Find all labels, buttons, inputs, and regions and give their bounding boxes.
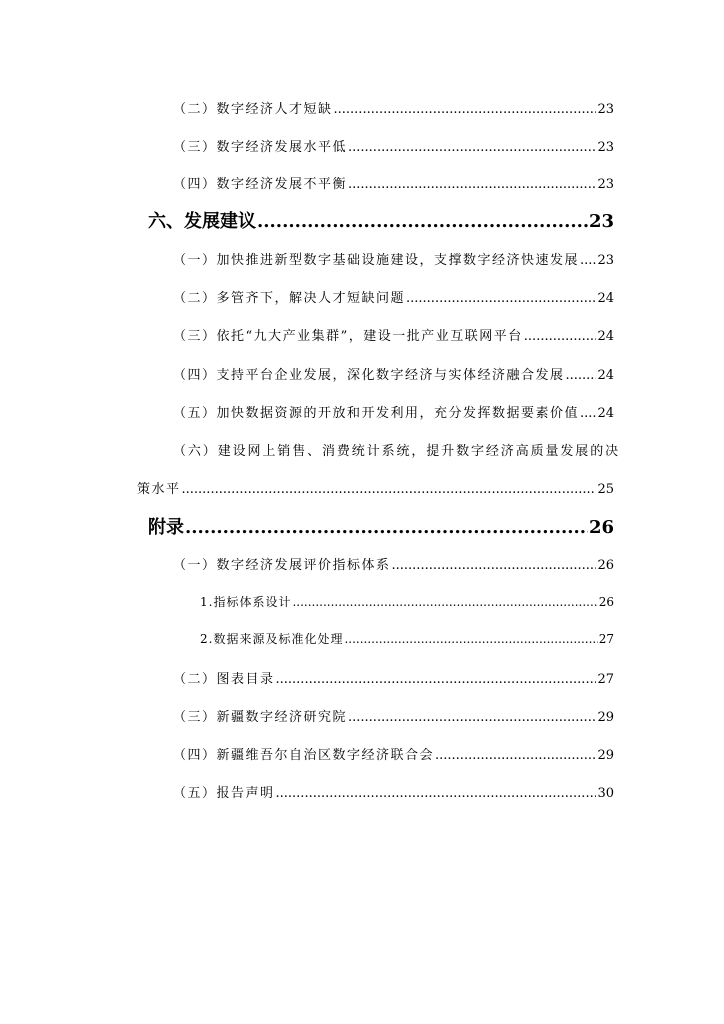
toc-entry[interactable] [173, 98, 614, 117]
toc-entry-title: （三）数字经济发展水平低 [173, 140, 348, 155]
toc-entry[interactable] [173, 173, 614, 192]
toc-entry[interactable] [173, 402, 614, 421]
toc-entry-page: 23 [597, 102, 614, 117]
toc-entry-title: （二）多管齐下，解决人才短缺问题 [173, 291, 406, 306]
toc-entry-title: （五）报告声明 [173, 786, 275, 801]
toc-entry-line1[interactable]: （六）建设网上销售、消费统计系统，提升数字经济高质量发展的决 [173, 444, 621, 459]
toc-leader-dots [435, 748, 596, 763]
toc-entry-title: （二）数字经济人才短缺 [173, 102, 333, 117]
toc-subentry-page: 27 [598, 632, 614, 646]
toc-subentry-title: 2.数据来源及标准化处理 [200, 632, 344, 646]
toc-entry[interactable] [173, 782, 614, 801]
toc-entry[interactable] [173, 249, 614, 268]
toc-entry[interactable] [173, 287, 614, 306]
toc-subentry[interactable] [200, 630, 614, 647]
toc-entry[interactable] [173, 325, 614, 344]
toc-chapter-title: 附录 [148, 517, 184, 538]
toc-entry[interactable] [173, 668, 614, 687]
toc-entry-title: （四）数字经济发展不平衡 [173, 177, 348, 192]
toc-chapter-title: 六、发展建议 [148, 211, 256, 232]
toc-leader-dots [257, 211, 588, 232]
toc-entry-title: （三）依托“九大产业集群”，建设一批产业互联网平台 [173, 329, 523, 344]
toc-entry-title: 策水平 [137, 482, 181, 497]
toc-chapter-entry[interactable] [148, 513, 614, 539]
toc-leader-dots [334, 102, 597, 117]
toc-entry-page: 29 [597, 710, 614, 725]
toc-leader-dots [344, 632, 597, 646]
toc-leader-dots [185, 517, 588, 538]
toc-entry-page: 26 [597, 558, 614, 573]
toc-subentry[interactable] [200, 593, 614, 610]
toc-entry[interactable] [173, 136, 614, 155]
toc-chapter-page: 23 [588, 211, 614, 232]
toc-entry-page: 23 [597, 140, 614, 155]
toc-leader-dots [276, 786, 597, 801]
toc-entry-page: 29 [597, 748, 614, 763]
toc-entry[interactable] [173, 554, 614, 573]
toc-entry-title: （一）数字经济发展评价指标体系 [173, 558, 391, 573]
toc-entry[interactable] [137, 478, 614, 497]
toc-entry[interactable] [173, 364, 614, 383]
toc-leader-dots [524, 329, 597, 344]
toc-entry-page: 24 [597, 406, 614, 421]
toc-leader-dots [182, 482, 597, 497]
toc-chapter-entry[interactable] [148, 207, 614, 233]
toc-leader-dots [392, 558, 597, 573]
toc-entry-title: （四）支持平台企业发展，深化数字经济与实体经济融合发展 [173, 368, 565, 383]
toc-entry-page: 27 [597, 672, 614, 687]
toc-entry-page: 23 [597, 253, 614, 268]
toc-entry-page: 23 [597, 177, 614, 192]
toc-leader-dots [348, 710, 596, 725]
toc-entry-title: （二）图表目录 [173, 672, 275, 687]
toc-entry-page: 30 [597, 786, 614, 801]
toc-entry[interactable] [173, 744, 614, 763]
toc-subentry-page: 26 [598, 595, 614, 609]
toc-leader-dots [348, 177, 596, 192]
toc-chapter-page: 26 [588, 517, 614, 538]
toc-leader-dots [566, 368, 597, 383]
toc-subentry-title: 1.指标体系设计 [200, 595, 292, 609]
toc-leader-dots [580, 253, 596, 268]
toc-leader-dots [406, 291, 596, 306]
toc-entry-title: （一）加快推进新型数字基础设施建设，支撑数字经济快速发展 [173, 253, 580, 268]
toc-leader-dots [276, 672, 597, 687]
toc-entry[interactable] [173, 706, 614, 725]
toc-entry-title: （四）新疆维吾尔自治区数字经济联合会 [173, 748, 435, 763]
toc-leader-dots [348, 140, 596, 155]
toc-entry-title: （五）加快数据资源的开放和开发利用，充分发挥数据要素价值 [173, 406, 580, 421]
toc-leader-dots [292, 595, 597, 609]
toc-entry-title: （三）新疆数字经济研究院 [173, 710, 348, 725]
toc-entry-page: 24 [597, 291, 614, 306]
toc-entry-page: 24 [597, 329, 614, 344]
toc-leader-dots [580, 406, 596, 421]
toc-entry-page: 25 [597, 482, 614, 497]
toc-entry-page: 24 [597, 368, 614, 383]
